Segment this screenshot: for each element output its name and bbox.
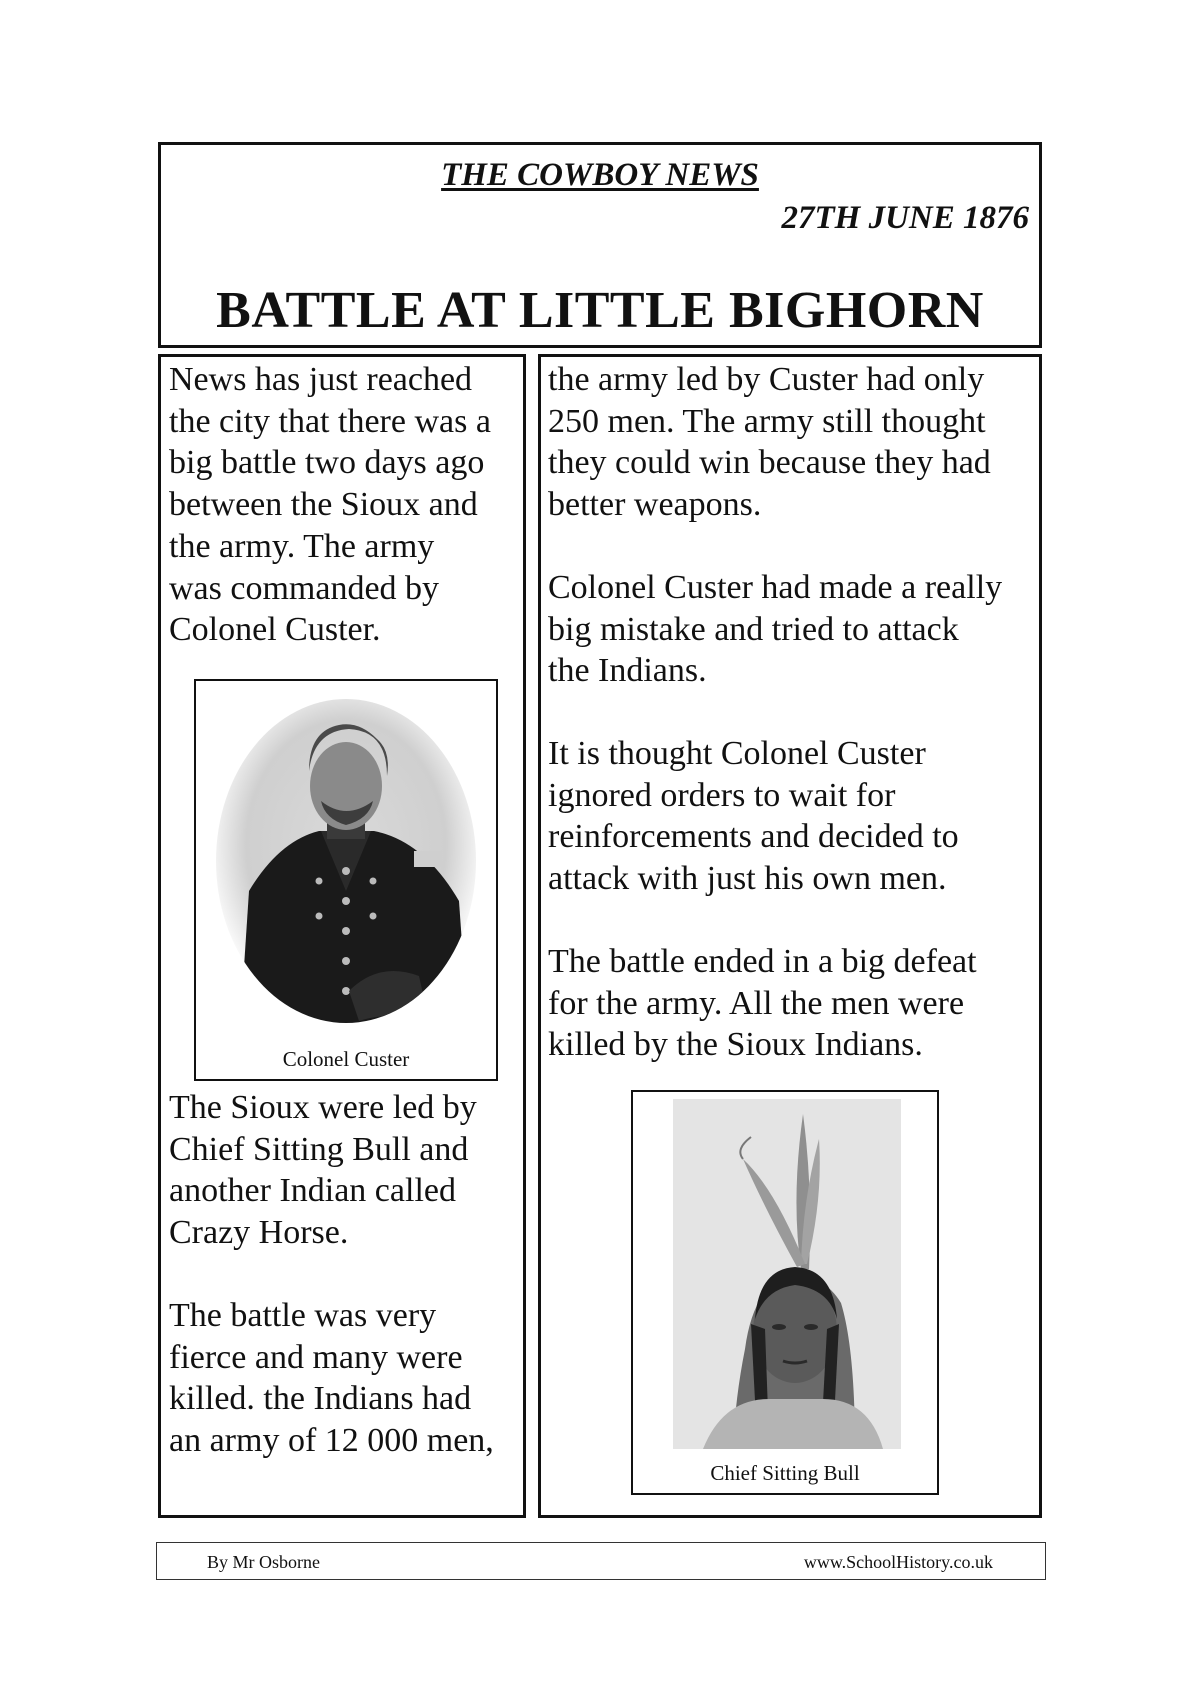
sitting-bull-portrait-photo: [673, 1099, 901, 1449]
text-line: fierce and many were: [169, 1338, 463, 1376]
text-line: another Indian called: [169, 1172, 456, 1210]
text-line: big mistake and tried to attack: [548, 610, 959, 648]
issue-date: 27TH JUNE 1876: [781, 200, 1029, 236]
headline: BATTLE AT LITTLE BIGHORN: [216, 282, 984, 339]
text-line: the city that there was a: [169, 402, 491, 440]
custer-portrait-photo: [209, 691, 483, 1043]
text-line: Crazy Horse.: [169, 1214, 349, 1252]
text-line: they could win because they had: [548, 444, 991, 482]
left-paragraph-3: [169, 1295, 494, 1462]
text-line: Colonel Custer had made a really: [548, 569, 1003, 606]
left-column: [158, 354, 526, 1518]
text-line: for the army. All the men were: [548, 984, 965, 1022]
sitting-bull-photo-frame: [631, 1090, 939, 1495]
text-line: the army. The army: [169, 527, 435, 565]
text-line: Colonel Custer.: [169, 611, 381, 649]
text-line: better weapons.: [548, 486, 762, 524]
text-line: The battle ended in a big defeat: [548, 943, 977, 980]
text-line: ignored orders to wait for: [548, 776, 896, 814]
text-line: killed by the Sioux Indians.: [548, 1026, 923, 1064]
text-line: reinforcements and decided to: [548, 818, 959, 856]
left-paragraph-1: [169, 359, 491, 651]
text-line: attack with just his own men.: [548, 860, 947, 898]
right-column: [538, 354, 1042, 1518]
custer-photo-frame: [194, 679, 498, 1081]
left-paragraph-2: [169, 1087, 477, 1254]
text-line: killed. the Indians had: [169, 1380, 472, 1418]
author-credit: By Mr Osborne: [207, 1552, 320, 1572]
photo-caption: Colonel Custer: [282, 1047, 410, 1071]
text-line: the Indians.: [548, 652, 707, 690]
newspaper-name: THE COWBOY NEWS: [441, 157, 759, 193]
website-credit: www.SchoolHistory.co.uk: [803, 1552, 993, 1572]
text-line: an army of 12 000 men,: [169, 1422, 494, 1460]
text-line: big battle two days ago: [169, 444, 485, 482]
text-line: Chief Sitting Bull and: [169, 1130, 469, 1168]
text-line: The Sioux were led by: [169, 1089, 477, 1126]
text-line: 250 men. The army still thought: [548, 402, 986, 440]
text-line: was commanded by: [169, 569, 440, 607]
text-line: the army led by Custer had only: [548, 361, 985, 398]
right-paragraph-1: [548, 359, 991, 526]
right-paragraph-3: [548, 733, 959, 900]
masthead: [158, 142, 1042, 348]
text-line: The battle was very: [169, 1297, 437, 1334]
text-line: It is thought Colonel Custer: [548, 735, 926, 772]
footer-bar: [156, 1542, 1046, 1580]
text-line: News has just reached: [169, 361, 473, 398]
text-line: between the Sioux and: [169, 486, 478, 524]
right-paragraph-2: [548, 567, 1002, 692]
right-paragraph-4: [548, 941, 977, 1066]
photo-caption: Chief Sitting Bull: [710, 1461, 860, 1485]
